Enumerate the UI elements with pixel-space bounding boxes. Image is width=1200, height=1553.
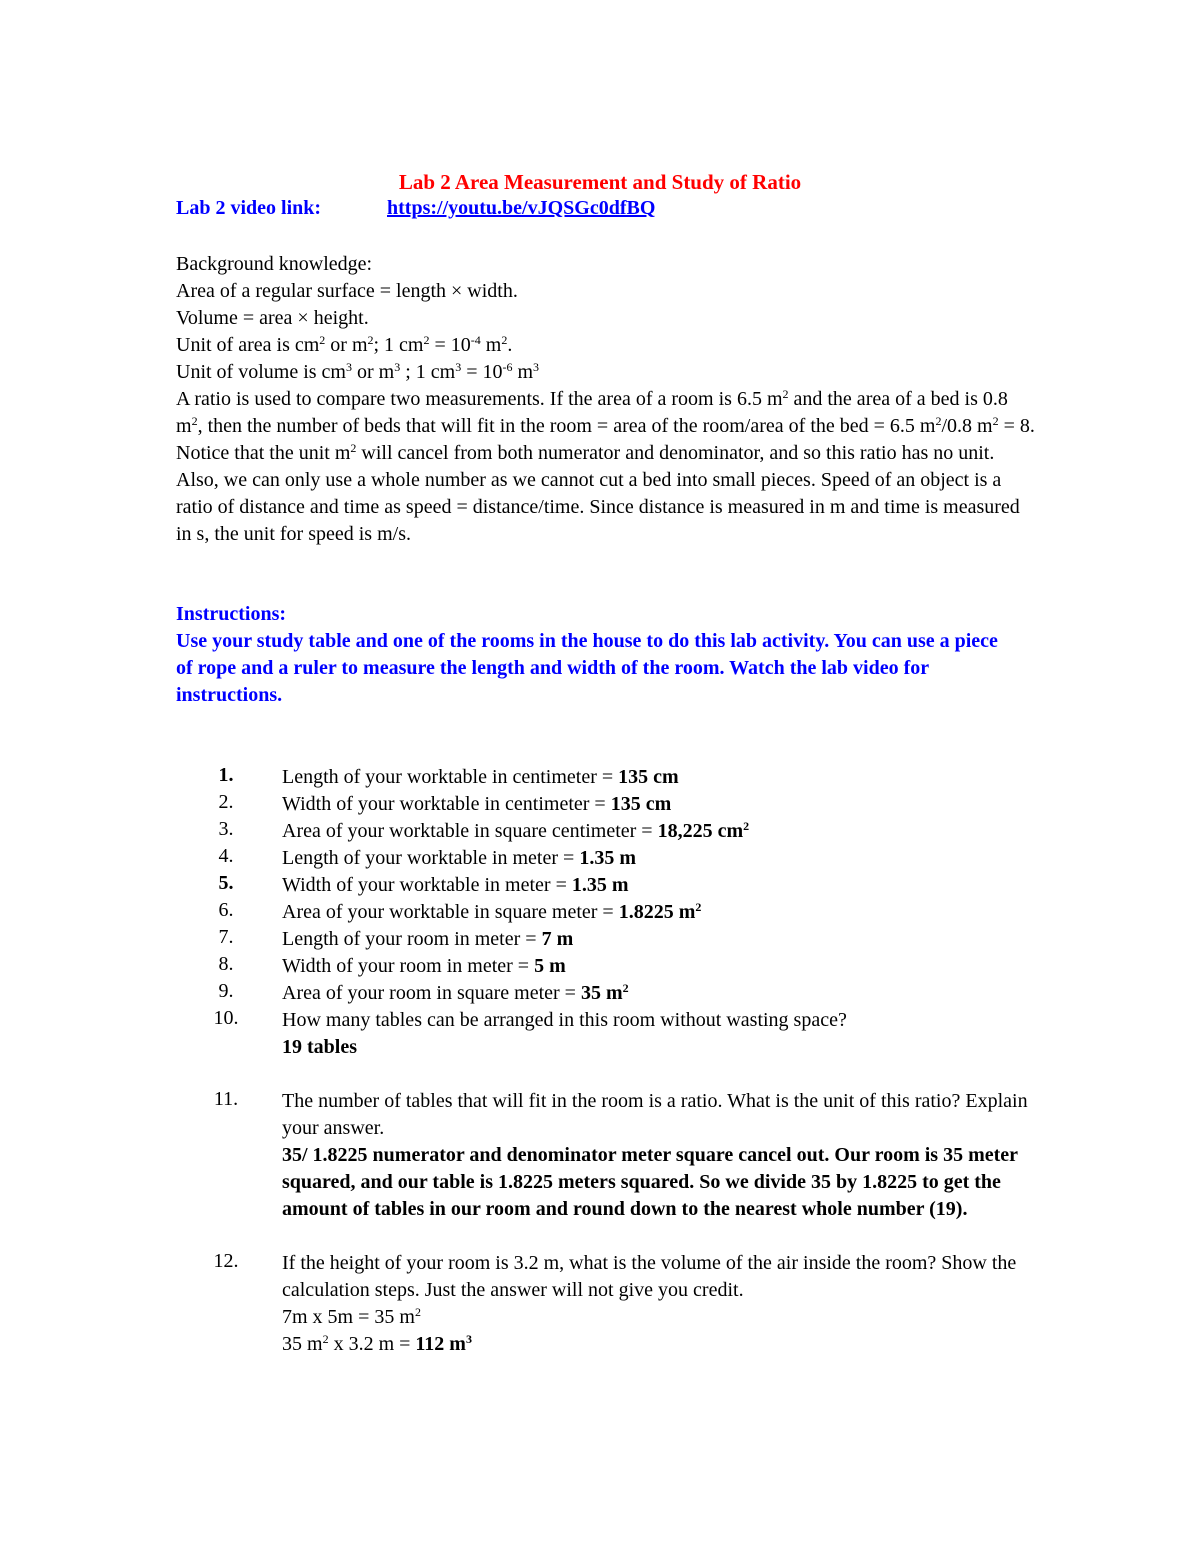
video-link-label: Lab 2 video link:	[176, 197, 322, 219]
list-item	[0, 1088, 1200, 1223]
calculation-line-2: 35 $m^2$ x 3.2 m = 112 $m^3$	[282, 1332, 472, 1355]
item-text: Width of your room in meter =	[282, 955, 535, 977]
background-heading: Background knowledge:	[176, 253, 373, 275]
item-answer: 35/ 1.8225 numerator and denominator meter square cancel out. Our room is 35 meter squared, and our table is 1.8225 meters squared. So we divide 35 by 1.8225 to get the amount of tables in our room and round down to the nearest whole number (19).	[282, 1144, 1018, 1220]
item-text: Width of your worktable in meter =	[282, 874, 572, 896]
ratio-paragraph: A ratio is used to compare two measurements. If the area of a room is 6.5 $m^2$ and the area of a bed is 0.8 $m^2$, then the number of beds that will fit in the room = area of the room/area of the bed = 6.5 $m^2/0.8$ $m^2 = 8$. Notice that the unit $m^2$ will cancel from both numerator and denominator, and so this ratio has no unit. Also, we can only use a whole number as we cannot cut a bed into small pieces. Speed of an object is a ratio of distance and time as speed = distance/time. Since distance is measured in m and time is measured in s, the unit for speed is m/s.	[176, 387, 1035, 545]
item-number: 5.	[218, 872, 234, 894]
item-number: 8.	[218, 953, 234, 975]
item-number: 1.	[218, 764, 234, 786]
item-answer: 18,225 cm	[657, 820, 744, 842]
item-answer: 5 m	[534, 955, 566, 977]
item-number: 3.	[218, 818, 234, 840]
item-answer: 19 tables	[282, 1036, 357, 1058]
background-section	[176, 251, 1036, 548]
instructions-heading: Instructions:	[176, 603, 287, 625]
item-text: Length of your room in meter =	[282, 928, 542, 950]
list-item	[0, 764, 1200, 791]
item-number: 10.	[213, 1007, 239, 1029]
instructions-section	[176, 601, 1016, 709]
instructions-body: Use your study table and one of the rooms in the house to do this lab activity. You can use a piece of rope and a ruler to measure the length and width of the room. Watch the lab video for instructions.	[176, 630, 998, 706]
list-item	[0, 953, 1200, 980]
item-text: Area of your worktable in square meter =	[282, 901, 619, 923]
item-answer: 1.35 m	[571, 874, 629, 896]
item-number: 11.	[213, 1088, 239, 1110]
list-item	[0, 791, 1200, 818]
item-answer: 1.35 m	[579, 847, 636, 869]
item-text: How many tables can be arranged in this room without wasting space?	[282, 1009, 847, 1031]
item-text: Area of your room in square meter =	[282, 982, 581, 1004]
item-text: If the height of your room is 3.2 m, what is the volume of the air inside the room? Show the calculation steps. Just the answer will not give you credit.	[282, 1252, 1017, 1301]
item-answer: 112 m	[415, 1333, 466, 1355]
item-number: 2.	[218, 791, 234, 813]
item-text: Length of your worktable in meter =	[282, 847, 580, 869]
list-item: 6. Area of your worktable in square meter = 1.8225 $m^2$	[0, 899, 1200, 926]
item-answer: 135 cm	[610, 793, 672, 815]
item-number: 6.	[218, 899, 234, 921]
video-link[interactable]: https://youtu.be/vJQSGc0dfBQ	[387, 197, 656, 219]
item-answer: 135 cm	[618, 766, 679, 788]
list-item	[0, 926, 1200, 953]
area-unit-line: Unit of area is $cm^2$ or $m^2$; 1 $cm^2 = 10^{-4}$ $m^2$.	[176, 333, 513, 356]
volume-formula: Volume = area × height.	[176, 307, 369, 329]
volume-unit-line: Unit of volume is $cm^3$ or $m^3$ ; 1 $cm^3 = 10^{-6}$ $m^3$	[176, 360, 540, 383]
list-item	[0, 845, 1200, 872]
page-title: Lab 2 Area Measurement and Study of Ratio	[398, 170, 802, 194]
item-answer: 35 m	[580, 982, 623, 1004]
item-text: Width of your worktable in centimeter =	[282, 793, 611, 815]
list-item	[0, 872, 1200, 899]
list-item	[0, 1007, 1200, 1061]
item-answer: 1.8225 m	[618, 901, 696, 923]
item-text: Length of your worktable in centimeter =	[282, 766, 619, 788]
list-item	[0, 1250, 1200, 1358]
calculation-line-1: 7m x 5m = 35 $m^2$	[282, 1305, 421, 1328]
item-number: 7.	[218, 926, 234, 948]
item-answer: 7 m	[541, 928, 574, 950]
item-text: Area of your worktable in square centimeter =	[282, 820, 658, 842]
list-item: 3. Area of your worktable in square centimeter = 18,225 $cm^2$	[0, 818, 1200, 845]
item-text: The number of tables that will fit in the room is a ratio. What is the unit of this ratio? Explain your answer.	[282, 1090, 1028, 1139]
list-item: 9. Area of your room in square meter = 35 $m^2$	[0, 980, 1200, 1007]
item-number: 9.	[218, 980, 234, 1002]
item-number: 12.	[213, 1250, 239, 1272]
item-number: 4.	[218, 845, 234, 867]
question-list	[0, 764, 1200, 1358]
area-formula: Area of a regular surface = length × width.	[176, 280, 518, 302]
